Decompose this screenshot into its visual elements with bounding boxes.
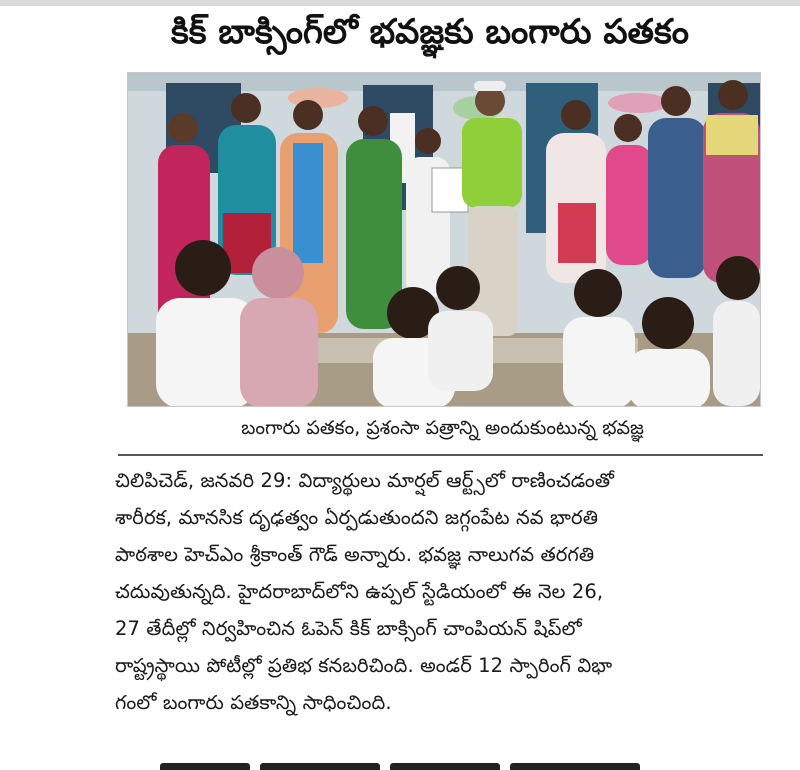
- article-body: [115, 462, 770, 721]
- body-line: శారీరక, మానసిక దృఢత్వం ఏర్పడుతుందని జగ్గంపేట నవ భారతి: [115, 506, 599, 529]
- body-line: 27 తేదీల్లో నిర్వహించిన ఓపెన్ కిక్ బాక్సింగ్ చాంపియన్ షిప్‌లో: [115, 617, 582, 640]
- clipped-next-heading: [160, 760, 680, 770]
- caption-divider: [118, 454, 763, 456]
- photo-caption: బంగారు పతకం, ప్రశంసా పత్రాన్ని అందుకుంటున్న భవజ్ఞ: [241, 417, 644, 439]
- clipped-top-edge: [0, 0, 800, 6]
- body-line: రాష్ట్రస్థాయి పోటీల్లో ప్రతిభ కనబరిచింది. అండర్ 12 స్పారింగ్ విభా: [115, 654, 613, 677]
- body-line: చిలిపిచెడ్, జనవరి 29: విద్యార్థులు మార్షల్ ఆర్ట్స్‌లో రాణించడంతో: [115, 469, 615, 492]
- body-line: గంలో బంగారు పతకాన్ని సాధించింది.: [115, 691, 392, 714]
- headline: కిక్ బాక్సింగ్‌లో భవజ్ఞకు బంగారు పతకం: [171, 12, 689, 52]
- photo-illustration: [128, 73, 760, 406]
- photo-mural-3: [608, 93, 668, 113]
- news-photo: [127, 72, 761, 407]
- body-line: చదువుతున్నది. హైదరాబాద్‌లోని ఉప్పల్ స్టేడియంలో ఈ నెల 26,: [115, 580, 604, 603]
- body-line: పాఠశాల హెచ్ఎం శ్రీకాంత్ గౌడ్ అన్నారు. భవజ్ఞ నాలుగవ తరగతి: [115, 543, 595, 566]
